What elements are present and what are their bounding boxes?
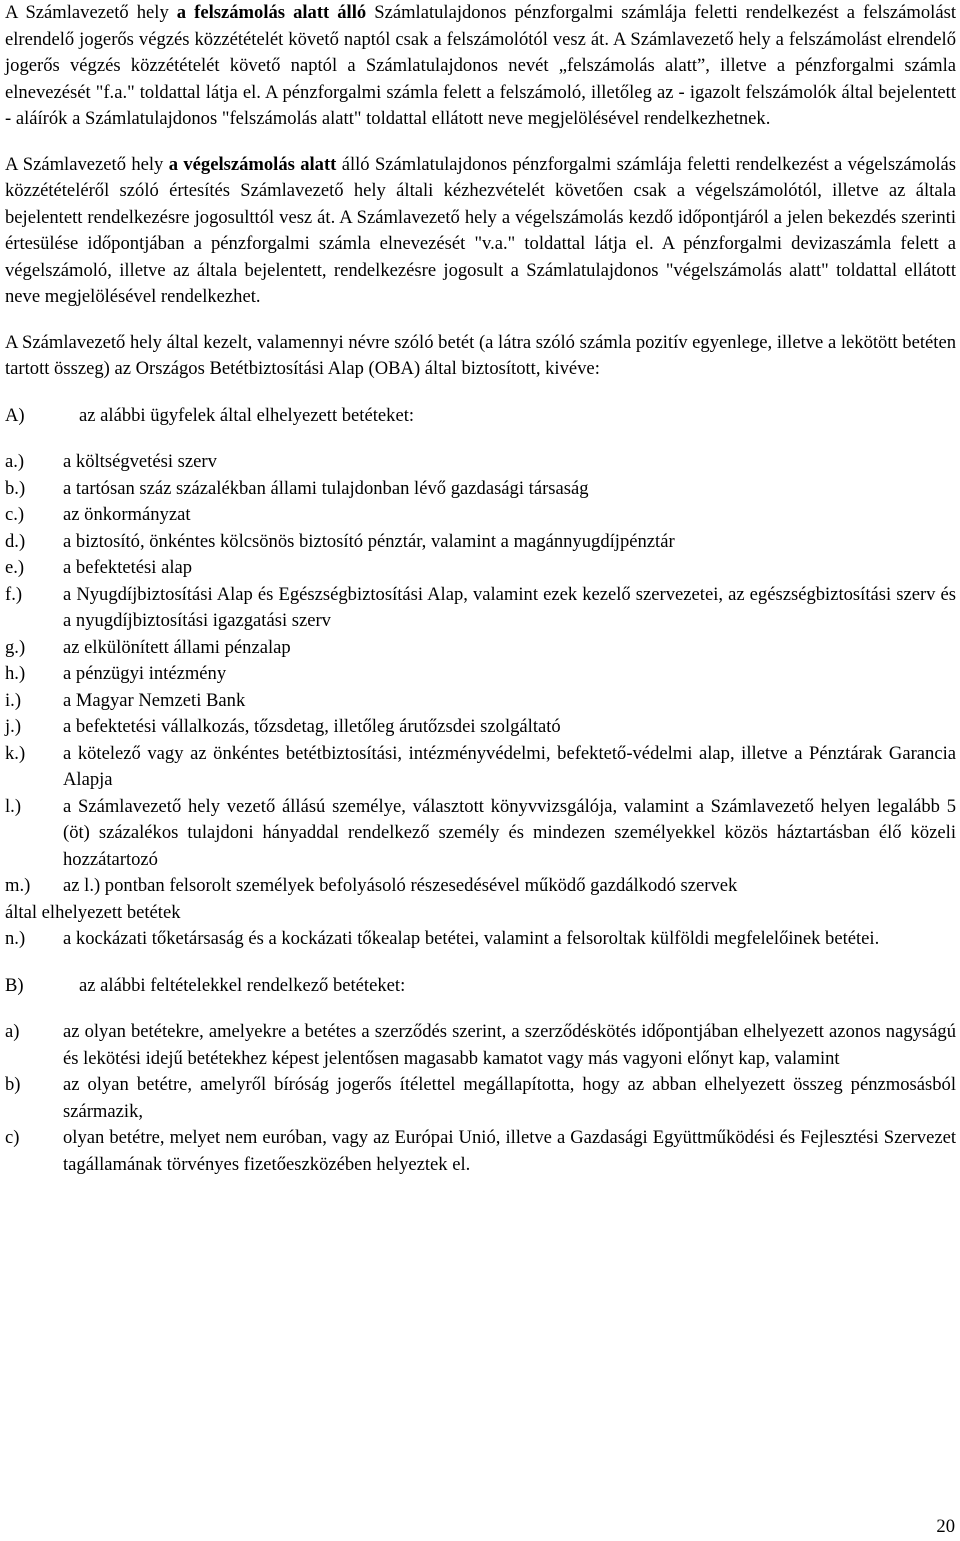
list-item-label: c.) xyxy=(5,504,25,525)
list-item-label: g.) xyxy=(5,636,26,658)
list-item xyxy=(5,1125,956,1178)
list-item-text: az olyan betétre, amelyről bíróság jogerős ítélettel megállapította, hogy az abban elhelyezett összeg pénzmosásból származik, xyxy=(63,1074,956,1122)
list-item-label: f.) xyxy=(5,583,23,605)
list-item-label: l.) xyxy=(5,795,22,817)
list-item xyxy=(5,582,956,635)
list-item-label: c) xyxy=(5,1127,20,1148)
list-item-text: a Magyar Nemzeti Bank xyxy=(63,689,246,711)
list-item xyxy=(5,688,956,715)
list-item-text: a tartósan száz százalékban állami tulajdonban lévő gazdasági társaság xyxy=(63,477,589,499)
section-b-heading xyxy=(5,973,956,1000)
list-item-text: az l.) pontban felsorolt személyek befolyásoló részesedésével működő gazdálkodó szervek xyxy=(63,875,738,896)
list-item-label: h.) xyxy=(5,663,26,684)
list-item-text: a befektetési vállalkozás, tőzsdetag, illetőleg árutőzsdei szolgáltató xyxy=(63,716,561,737)
list-item-text: az önkormányzat xyxy=(63,504,191,525)
list-item xyxy=(5,741,956,794)
paragraph-text: A Számlavezető hely xyxy=(5,2,177,23)
document-page xyxy=(5,0,956,1178)
section-b-list xyxy=(5,1019,956,1178)
list-item-text: a befektetési alap xyxy=(63,557,193,578)
page-number: 20 xyxy=(936,1516,955,1537)
list-item-label: d.) xyxy=(5,530,26,552)
section-a-heading xyxy=(5,403,956,430)
spacer xyxy=(5,383,956,403)
list-item xyxy=(5,661,956,688)
list-item-text: a Nyugdíjbiztosítási Alap és Egészségbiztosítási Alap, valamint ezek kezelő szervezetei, az egészségbiztosítási szerv és a nyugdíjbiztosítási igazgatási szerv xyxy=(63,583,956,631)
paragraph-text: álló Számlatulajdonos pénzforgalmi számlája feletti rendelkezést a végelszámolás közzétételéről szóló értesítés Számlavezető hely általi kézhezvételét követően csak a végelszámolótól, illetve az általa bejelentett rendelkezésre jogosulttól vesz át. A Számlavezető hely a végelszámolás kezdő időpontjáról a jelen bekezdés szerinti értesülése időpontjában a pénzforgalmi számla elnevezését "v.a." toldattal látja el. A pénzforgalmi devizaszámla felett a végelszámoló, illetve az általa bejelentett, rendelkezésre jogosult a Számlatulajdonos "végelszámolás alatt" toldattal ellátott neve megjelölésével rendelkezhet. xyxy=(5,153,956,307)
section-b-title: az alábbi feltételekkel rendelkező betéteket: xyxy=(79,974,406,996)
list-item-text: a kockázati tőketársaság és a kockázati tőkealap betétei, valamint a felsoroltak külföldi megfelelőinek betétei. xyxy=(63,928,880,949)
paragraph-deposit-insurance: A Számlavezető hely által kezelt, valamennyi névre szóló betét (a látra szóló számla pozitív egyenlege, illetve a lekötött betéten tartott összeg) az Országos Betétbiztosítási Alap (OBA) által biztosított, kivéve: xyxy=(5,331,956,379)
section-b-label: B) xyxy=(5,974,24,996)
paragraph-bold-text: a végelszámolás alatt xyxy=(168,153,337,175)
list-item xyxy=(5,873,956,900)
paragraph-bold-text: a felszámolás alatt álló xyxy=(176,2,367,23)
list-item-label: a.) xyxy=(5,451,25,472)
spacer xyxy=(5,133,956,152)
list-item-text: az elkülönített állami pénzalap xyxy=(63,636,291,658)
list-item xyxy=(5,635,956,662)
list-item-label: b) xyxy=(5,1074,21,1095)
section-a-label: A) xyxy=(5,404,25,426)
list-item-label: b.) xyxy=(5,477,26,499)
section-a-title: az alábbi ügyfelek által elhelyezett betéteket: xyxy=(79,404,415,426)
list-item xyxy=(5,502,956,529)
spacer xyxy=(5,429,956,449)
spacer xyxy=(5,999,956,1019)
list-item-text: a biztosító, önkéntes kölcsönös biztosító pénztár, valamint a magánnyugdíjpénztár xyxy=(63,530,675,552)
list-item-label: k.) xyxy=(5,742,26,764)
list-item-label: m.) xyxy=(5,875,31,896)
section-a-list xyxy=(5,449,956,953)
list-item xyxy=(5,476,956,503)
list-item-text: a kötelező vagy az önkéntes betétbiztosítási, intézményvédelmi, befektető-védelmi alap, illetve a Pénztárak Garancia Alapja xyxy=(63,742,956,790)
spacer xyxy=(5,311,956,330)
paragraph-text: A Számlavezető hely xyxy=(5,153,169,175)
list-item xyxy=(5,1072,956,1125)
list-item xyxy=(5,1019,956,1072)
list-item-text: olyan betétre, melyet nem euróban, vagy az Európai Unió, illetve a Gazdasági Együttműködési és Fejlesztési Szervezet tagállamának törvényes fizetőeszközében helyeztek el. xyxy=(63,1127,956,1175)
list-item-label: e.) xyxy=(5,557,25,578)
list-item xyxy=(5,714,956,741)
spacer xyxy=(5,953,956,973)
list-item-text: a Számlavezető hely vezető állású személye, választott könyvvizsgálója, valamint a Számlavezető helyen legalább 5 (öt) százalékos tulajdoni hányaddal rendelkező személy és mindezen személyekkel közös háztartásban élő közeli hozzátartozó xyxy=(63,795,956,870)
list-item-continuation: által elhelyezett betétek xyxy=(5,901,181,923)
list-item-label: a) xyxy=(5,1021,20,1042)
list-item-text: az olyan betétekre, amelyekre a betétes a szerződés szerint, a szerződéskötés időpontjában elhelyezett azonos nagyságú és lekötési idejű betétekhez képest jelentősen magasabb kamatot vagy más vagyoni előnyt kap, valamint xyxy=(63,1021,956,1069)
list-item xyxy=(5,555,956,582)
list-item xyxy=(5,449,956,476)
paragraph-voluntary-liquidation xyxy=(5,152,956,311)
list-item xyxy=(5,529,956,556)
list-item-label: i.) xyxy=(5,689,22,711)
paragraph-text: Számlatulajdonos pénzforgalmi számlája feletti rendelkezést a felszámolást elrendelő jogerős végzés közzétételét követő naptól csak a felszámolótól vesz át. A Számlavezető hely a felszámolást elrendelő jogerős végzés közzétételét követő naptól a Számlatulajdonos nevét „felszámolás alatt”, illetve a pénzforgalmi számla elnevezését "f.a." toldattal látja el. A pénzforgalmi számla felett a felszámoló, illetőleg az - igazolt felszámolók által bejelentett - aláírók a Számlatulajdonos "felszámolás alatt" toldattal ellátott neve megjelölésével rendelkezhetnek. xyxy=(5,2,956,129)
list-item-text: a költségvetési szerv xyxy=(63,451,217,472)
paragraph-liquidation xyxy=(5,0,956,133)
list-item-text: a pénzügyi intézmény xyxy=(63,663,227,684)
list-item-label: n.) xyxy=(5,928,26,949)
list-item-label: j.) xyxy=(5,716,22,737)
list-item xyxy=(5,926,956,953)
list-item xyxy=(5,794,956,874)
